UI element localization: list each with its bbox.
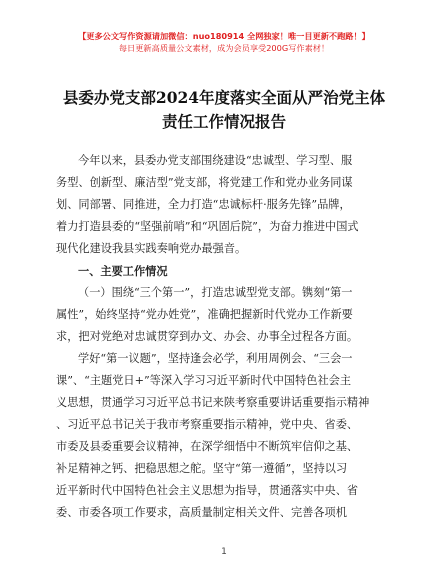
page-number: 1 (221, 547, 227, 557)
document-title-line-2: 责任工作情况报告 (161, 112, 286, 131)
section-line: 义思想，贯通学习习近平总书记来陕考察重要讲话重要指示精神 (56, 396, 370, 409)
document-title-line-1: 县委办党支部2024年度落实全面从严治党主体 (62, 88, 386, 107)
section-line: 课”、“主题党日+”等深入学习习近平新时代中国特色社会主 (56, 374, 352, 387)
document-body (56, 150, 396, 524)
section-heading: 一、主要工作情况 (78, 264, 168, 278)
intro-line: 划、同部署、同推进，全力打造“忠诚标杆·服务先锋”品牌， (56, 198, 351, 211)
section-line: 市委及县委重要会议精神，在深学细悟中不断筑牢信仰之基、 (56, 440, 359, 453)
intro-line: 务型、创新型、廉洁型”党支部，将党建工作和党办业务同谋 (56, 176, 353, 189)
section-line: 近平新时代中国特色社会主义思想为指导，贯通落实中央、省 (56, 484, 359, 497)
promo-banner-line-2: 每日更新高质量公文素材，成为会员享受200G写作素材！ (118, 43, 330, 53)
section-line: 补足精神之钙、把稳思想之舵。坚守“第一遵循”，坚持以习 (56, 462, 348, 475)
intro-line: 着力打造县委的“坚强前哨”和“巩固后院”，为奋力推进中国式 (56, 220, 359, 233)
section-line: 学好“第一议题”，坚持逢会必学，利用周例会、“三会一 (78, 352, 353, 365)
promo-banner-line-1: 【更多公文写作资源请加微信：nuo180914 全网独家！唯一目更新不跑路！】 (78, 31, 370, 41)
document-title (40, 86, 408, 134)
section-line: 属性”，始终坚持“党办姓党”，准确把握新时代党办工作新要 (56, 308, 353, 321)
section-line: 、习近平总书记关于我市考察重要指示精神，党中央、省委、 (56, 418, 359, 431)
section-line: 委、市委各项工作要求，高质量制定相关文件、完善各项机 (56, 506, 347, 519)
section-line: 求，把对党绝对忠诚贯穿到办文、办会、办事全过程各方面。 (56, 330, 359, 343)
intro-line: 今年以来，县委办党支部围绕建设“忠诚型、学习型、服 (78, 154, 353, 167)
promo-banner (0, 30, 448, 54)
intro-line: 现代化建设我县实践奏响党办最强音。 (56, 242, 247, 255)
section-line: （一）围绕“三个第一”，打造忠诚型党支部。镌刻“第一 (78, 286, 353, 299)
